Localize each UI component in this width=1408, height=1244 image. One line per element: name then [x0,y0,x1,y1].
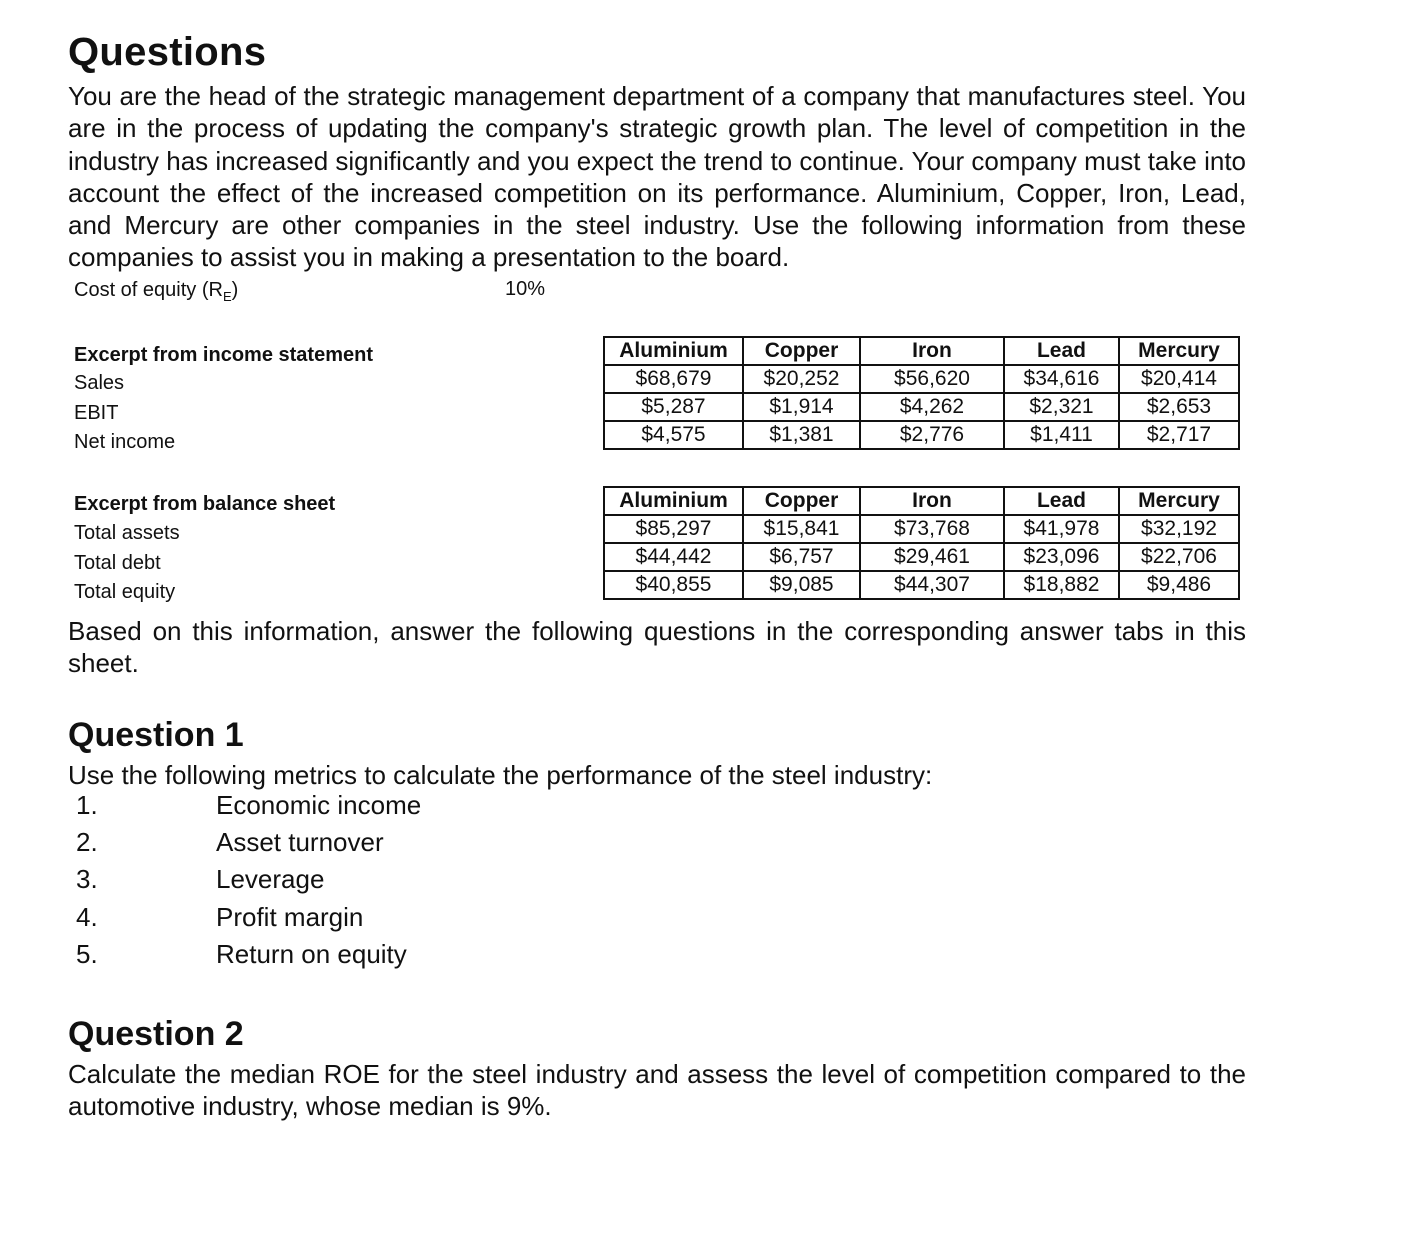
table-cell: $85,297 [604,515,743,543]
list-text: Profit margin [216,902,364,932]
list-item [76,864,776,901]
table-cell: $68,679 [604,365,743,393]
intro-paragraph: You are the head of the strategic management department of a company that manufactures steel. You are in the process of updating the company's strategic growth plan. The level of competition in the industry has increased significantly and you expect the trend to continue. Your company must take into account the effect of the increased competition on its performance. Aluminium, Copper, Iron, Lead, and Mercury are other companies in the steel industry. Use the following information from these companies to assist you in making a presentation to the board. [68,81,1246,273]
col-header: Lead [1004,337,1119,365]
table-cell: $32,192 [1119,515,1239,543]
list-item [76,827,776,864]
table-cell: $1,381 [743,421,860,449]
list-text: Asset turnover [216,827,384,857]
instruction-paragraph: Based on this information, answer the following questions in the corresponding answer tabs in this sheet. [68,616,1246,679]
balance-sheet-heading: Excerpt from balance sheet [74,493,336,515]
table-cell: $73,768 [860,515,1004,543]
table-cell: $44,307 [860,571,1004,599]
cost-of-equity-label: Cost of equity $(R_E)$ [74,279,239,304]
table-row [604,393,1239,421]
list-number: 4. [76,902,98,932]
table-cell: $56,620 [860,365,1004,393]
table-cell: $2,776 [860,421,1004,449]
table-cell: $1,914 [743,393,860,421]
table-header-row [604,487,1239,515]
col-header: Mercury [1119,487,1239,515]
list-text: Return on equity [216,939,407,969]
table-cell: $4,575 [604,421,743,449]
col-header: Iron [860,337,1004,365]
table-cell: $34,616 [1004,365,1119,393]
table-cell: $9,486 [1119,571,1239,599]
table-row [604,515,1239,543]
table-cell: $20,414 [1119,365,1239,393]
cost-of-equity-value: 10% [505,278,546,300]
income-statement-table [603,336,1240,450]
col-header: Iron [860,487,1004,515]
table-header-row [604,337,1239,365]
table-row [604,571,1239,599]
table-cell: $44,442 [604,543,743,571]
table-cell: $9,085 [743,571,860,599]
table-cell: $18,882 [1004,571,1119,599]
income-statement-heading: Excerpt from income statement [74,344,373,366]
list-item [76,939,776,976]
col-header: Copper [743,337,860,365]
table-cell: $2,321 [1004,393,1119,421]
table-cell: $2,717 [1119,421,1239,449]
row-label-sales: Sales [74,372,125,394]
table-cell: $1,411 [1004,421,1119,449]
col-header: Copper [743,487,860,515]
row-label-net-income: Net income [74,431,176,453]
table-cell: $2,653 [1119,393,1239,421]
table-cell: $5,287 [604,393,743,421]
row-label-ebit: EBIT [74,402,119,424]
list-number: 5. [76,939,98,969]
table-cell: $15,841 [743,515,860,543]
question-1-title: Question 1 [68,716,244,754]
col-header: Aluminium [604,337,743,365]
table-cell: $23,096 [1004,543,1119,571]
list-number: 3. [76,864,98,894]
table-cell: $41,978 [1004,515,1119,543]
question-1-prompt: Use the following metrics to calculate the performance of the steel industry: [68,760,933,790]
list-item [76,902,776,939]
row-label-total-debt: Total debt [74,552,161,574]
row-label-total-equity: Total equity [74,581,176,603]
col-header: Aluminium [604,487,743,515]
page-title: Questions [68,30,267,74]
table-row [604,543,1239,571]
table-cell: $6,757 [743,543,860,571]
col-header: Mercury [1119,337,1239,365]
list-number: 1. [76,790,98,820]
table-cell: $20,252 [743,365,860,393]
list-text: Leverage [216,864,325,894]
question-2-title: Question 2 [68,1015,244,1053]
table-cell: $4,262 [860,393,1004,421]
list-item [76,790,776,827]
list-text: Economic income [216,790,422,820]
table-cell: $40,855 [604,571,743,599]
table-row [604,365,1239,393]
question-2-text: Calculate the median ROE for the steel industry and assess the level of competition compared to the automotive industry, whose median is 9%. [68,1059,1246,1122]
balance-sheet-table [603,486,1240,600]
table-cell: $22,706 [1119,543,1239,571]
list-number: 2. [76,827,98,857]
table-cell: $29,461 [860,543,1004,571]
table-row [604,421,1239,449]
col-header: Lead [1004,487,1119,515]
row-label-total-assets: Total assets [74,522,180,544]
